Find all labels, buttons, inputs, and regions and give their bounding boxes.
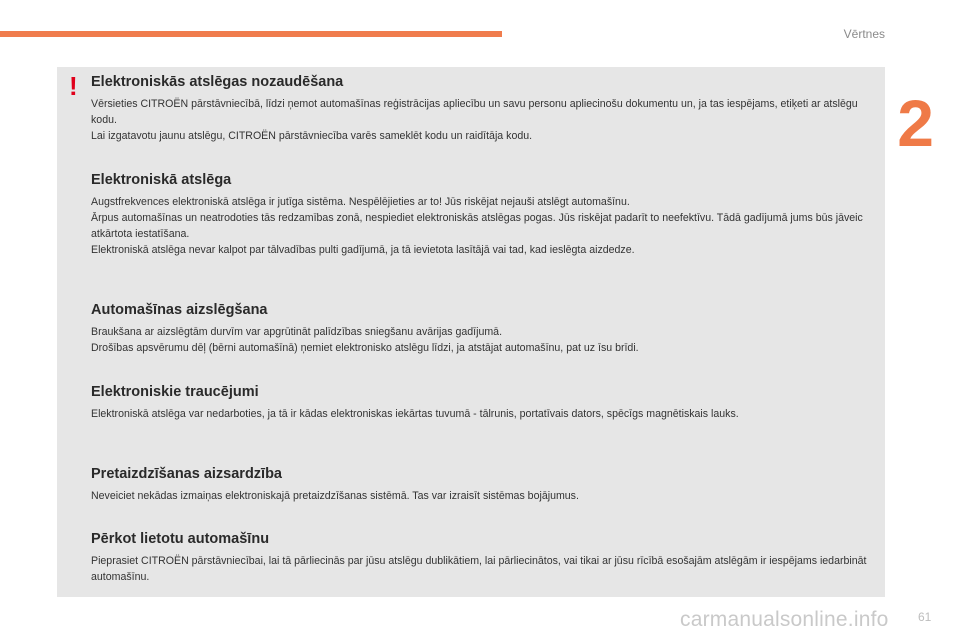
page-number: 61 <box>918 610 932 624</box>
section-title: Elektroniskā atslēga <box>91 172 232 188</box>
section-paragraph: Ārpus automašīnas un neatrodoties tās redzamības zonā, nespiediet elektroniskās atslēgas pogas. Jūs riskējat padarīt to neefektīvu. Tādā gadījumā jums būs jāveic atkārtota iestatīšana. <box>91 212 863 240</box>
section-key-loss <box>91 74 877 144</box>
section-paragraph: Lai izgatavotu jaunu atslēgu, CITROËN pārstāvniecība varēs sameklēt kodu un raidītāja kodu. <box>91 130 533 142</box>
header-accent-bar <box>0 31 502 37</box>
section-title: Elektroniskie traucējumi <box>91 384 259 400</box>
section-title: Pretaizdzīšanas aizsardzība <box>91 466 282 482</box>
chapter-number: 2 <box>897 86 934 160</box>
section-paragraph: Neveiciet nekādas izmaiņas elektroniskajā pretaizdzīšanas sistēmā. Tas var izraisīt sistēmas bojājumus. <box>91 490 579 502</box>
section-paragraph: Elektroniskā atslēga nevar kalpot par tālvadības pulti gadījumā, ja tā ievietota lasītājā vai tad, kad ieslēgta aizdedze. <box>91 244 635 256</box>
section-paragraph: Elektroniskā atslēga var nedarboties, ja tā ir kādas elektroniskas iekārtas tuvumā - tālrunis, portatīvais dators, spēcīgs magnētiskais lauks. <box>91 408 739 420</box>
section-anti-theft <box>91 466 877 504</box>
section-electronic-key <box>91 172 877 258</box>
section-paragraph: Pieprasiet CITROËN pārstāvniecībai, lai tā pārliecinās par jūsu atslēgu dublikātiem, lai pārliecinātos, vai tikai ar jūsu rīcībā esošajām atslēgām ir iespējams iedarbināt automašīnu. <box>91 555 867 583</box>
section-paragraph: Braukšana ar aizslēgtām durvīm var apgrūtināt palīdzības sniegšanu avārijas gadījumā. <box>91 326 503 338</box>
section-vehicle-locking <box>91 302 877 356</box>
section-label: Vērtnes <box>843 27 885 41</box>
section-title: Elektroniskās atslēgas nozaudēšana <box>91 74 344 90</box>
section-used-vehicle <box>91 531 877 585</box>
section-electronic-interference <box>91 384 877 422</box>
warning-exclamation-icon: ! <box>69 71 78 101</box>
watermark: carmanualsonline.info <box>680 608 889 631</box>
section-title: Pērkot lietotu automašīnu <box>91 531 270 547</box>
section-paragraph: Augstfrekvences elektroniskā atslēga ir jutīga sistēma. Nespēlējieties ar to! Jūs riskējat nejauši atslēgt automašīnu. <box>91 196 630 208</box>
section-paragraph: Vērsieties CITROËN pārstāvniecībā, līdzi ņemot automašīnas reģistrācijas apliecību un savu personu apliecinošu dokumentu un, ja tas iespējams, etiķeti ar atslēgu kodu. <box>91 98 858 126</box>
content-box <box>57 67 885 597</box>
section-paragraph: Drošības apsvērumu dēļ (bērni automašīnā) ņemiet elektronisko atslēgu līdzi, ja atstājat automašīnu, pat uz īsu brīdi. <box>91 342 639 354</box>
section-title: Automašīnas aizslēgšana <box>91 302 268 318</box>
